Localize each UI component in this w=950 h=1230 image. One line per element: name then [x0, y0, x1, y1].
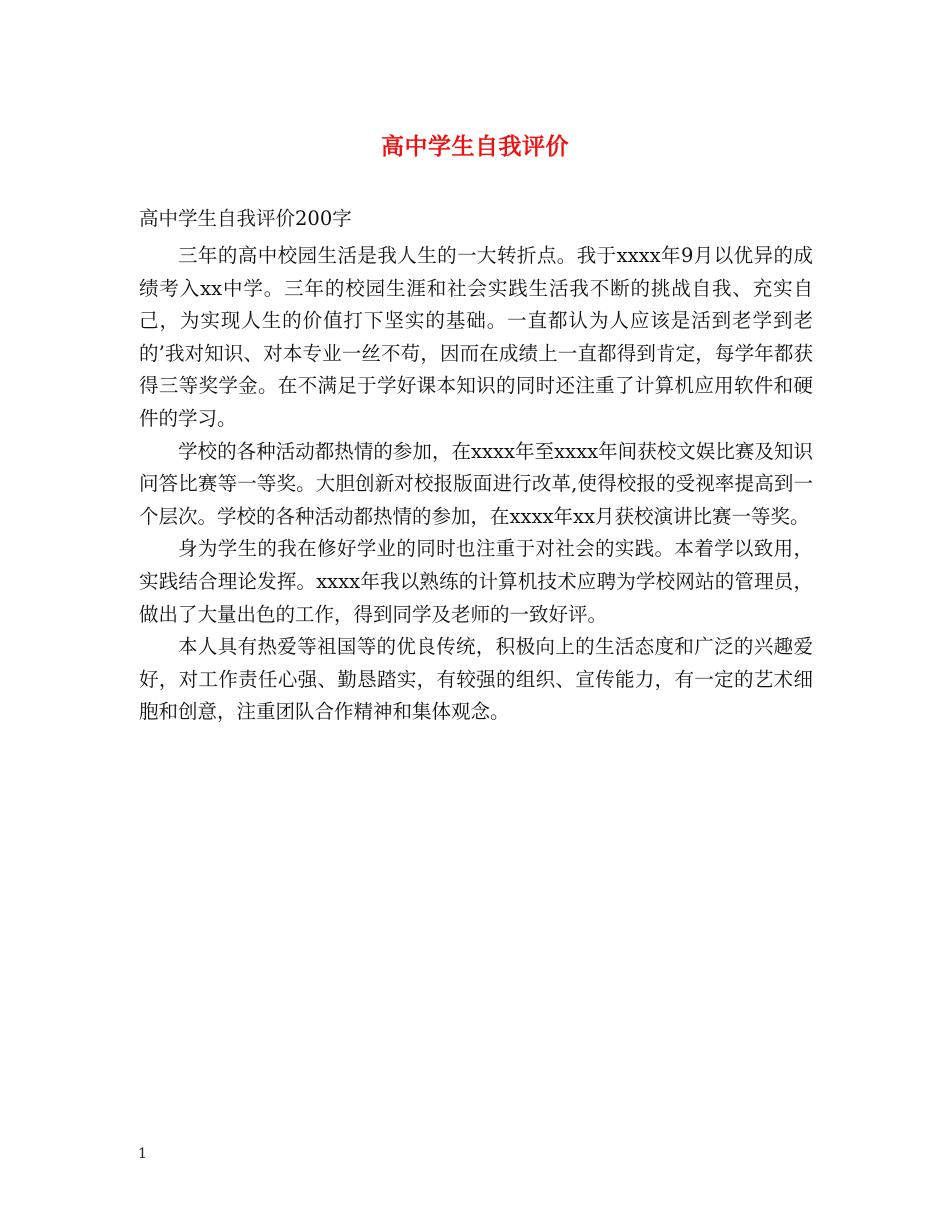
document-body [139, 240, 813, 729]
page-number: 1 [138, 1146, 147, 1162]
paragraph-3: 身为学生的我在修好学业的同时也注重于对社会的实践。本着学以致用，实践结合理论发挥。xxxx年我以熟练的计算机技术应聘为学校网站的管理员，做出了大量出色的工作，得到同学及老师的一致好评。 [139, 537, 813, 626]
paragraph-2: 学校的各种活动都热情的参加，在xxxx年至xxxx年间获校文娱比赛及知识问答比赛等一等奖。大胆创新对校报版面进行改革,使得校报的受视率提高到一个层次。学校的各种活动都热情的参加，在xxxx年xx月获校演讲比赛一等奖。 [139, 439, 813, 528]
paragraph-1: 三年的高中校园生活是我人生的一大转折点。我于xxxx年9月以优异的成绩考入xx中学。三年的校园生涯和社会实践生活我不断的挑战自我、充实自己，为实现人生的价值打下坚实的基础。一直都认为人应该是活到老学到老的’我对知识、对本专业一丝不苟，因而在成绩上一直都得到肯定，每学年都获得三等奖学金。在不满足于学好课本知识的同时还注重了计算机应用软件和硬件的学习。 [139, 244, 813, 430]
document-subtitle: 高中学生自我评价200字 [139, 207, 352, 230]
document-title: 高中学生自我评价 [381, 133, 569, 160]
paragraph-4: 本人具有热爱等祖国等的优良传统，积极向上的生活态度和广泛的兴趣爱好，对工作责任心强、勤恳踏实，有较强的组织、宣传能力，有一定的艺术细胞和创意，注重团队合作精神和集体观念。 [139, 635, 813, 724]
